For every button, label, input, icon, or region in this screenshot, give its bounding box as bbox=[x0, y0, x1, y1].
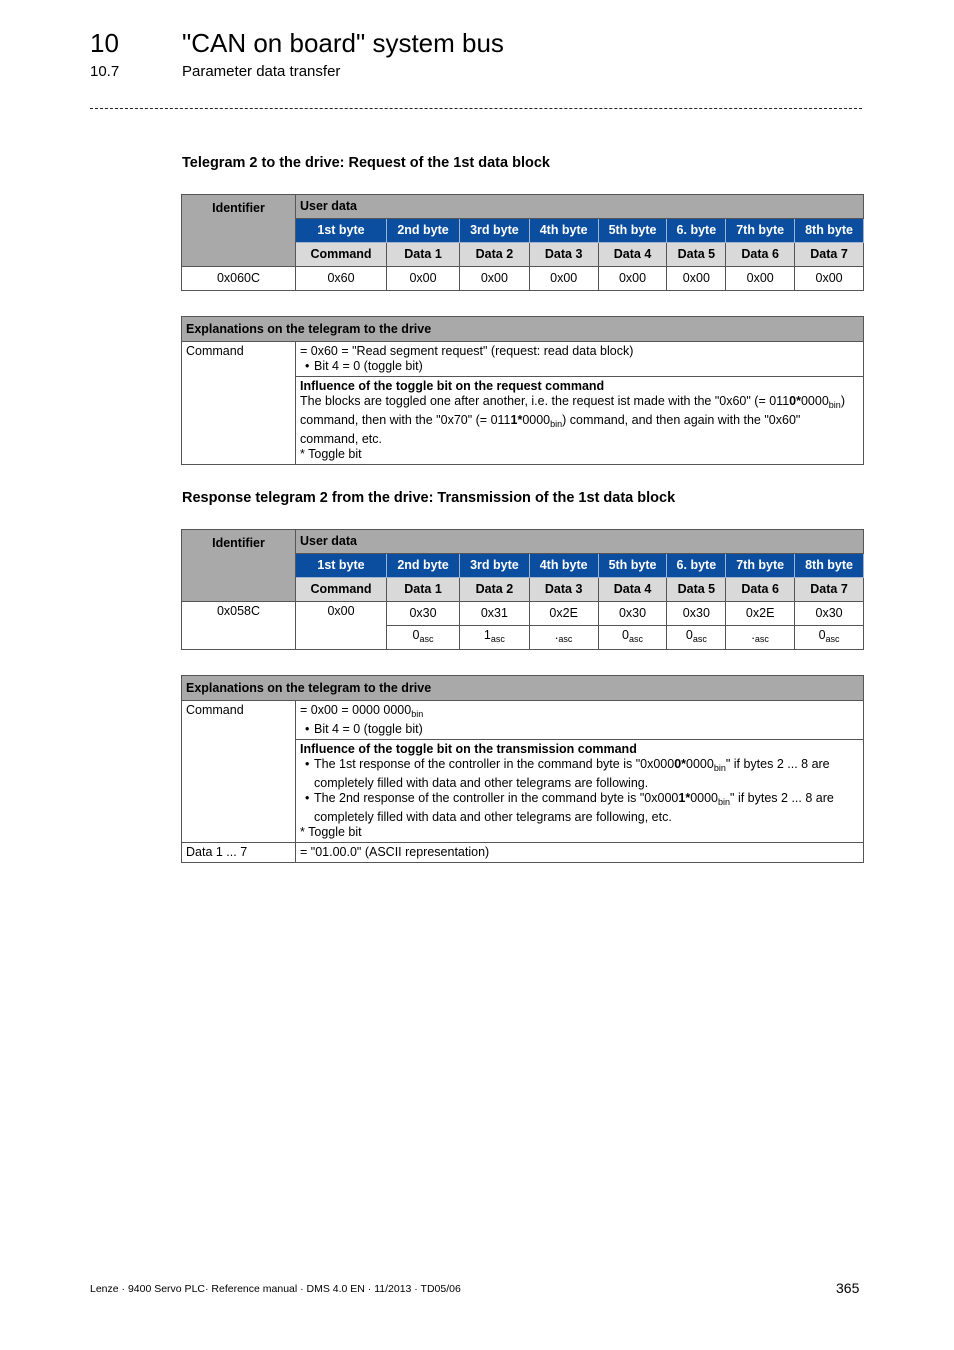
toggle-title: Influence of the toggle bit on the transmission command bbox=[300, 742, 637, 756]
byte-header: 5th byte bbox=[598, 219, 667, 243]
request-explanation-table bbox=[181, 316, 864, 465]
byte-header: 4th byte bbox=[529, 554, 598, 578]
ascii-value: $0_{asc}$ bbox=[795, 626, 864, 650]
byte-value: 0x00 bbox=[795, 267, 864, 291]
bit-bullet: • Bit 4 = 0 (toggle bit) bbox=[314, 359, 859, 374]
toggle-bullet: • The 2nd response of the controller in the command byte is "$0x0001*0000_{bin}$" if bytes 2 ... 8 are completely filled with data and other telegrams are following, etc. bbox=[314, 791, 859, 825]
field-header: Data 5 bbox=[667, 243, 726, 267]
footer-text: Lenze · 9400 Servo PLC· Reference manual · DMS 4.0 EN · 11/2013 · TD05/06 bbox=[90, 1283, 461, 1295]
byte-value: 0x31 bbox=[460, 602, 530, 626]
byte-value: 0x60 bbox=[296, 267, 387, 291]
byte-value: 0x30 bbox=[795, 602, 864, 626]
byte-value: 0x30 bbox=[667, 602, 726, 626]
response-telegram-table bbox=[181, 529, 864, 650]
header-divider bbox=[90, 108, 862, 109]
byte-value: 0x00 bbox=[667, 267, 726, 291]
toggle-footnote: * Toggle bit bbox=[300, 447, 362, 461]
response-explanation-table bbox=[181, 675, 864, 863]
byte-header: 1st byte bbox=[296, 219, 387, 243]
user-data-header: User data bbox=[296, 195, 864, 219]
byte-value: 0x00 bbox=[726, 267, 795, 291]
ascii-value: $._{asc}$ bbox=[726, 626, 795, 650]
byte-value: 0x2E bbox=[529, 602, 598, 626]
field-header: Command bbox=[296, 243, 387, 267]
ascii-value: $0_{asc}$ bbox=[387, 626, 460, 650]
explanation-header: Explanations on the telegram to the drive bbox=[182, 676, 864, 701]
chapter-number: 10 bbox=[90, 28, 119, 58]
byte-value: 0x00 bbox=[296, 602, 387, 650]
identifier-value: 0x058C bbox=[182, 602, 296, 650]
byte-header: 7th byte bbox=[726, 219, 795, 243]
field-header: Data 5 bbox=[667, 578, 726, 602]
data-label: Data 1 ... 7 bbox=[182, 843, 296, 863]
section-title: Parameter data transfer bbox=[182, 63, 341, 80]
toggle-explanation bbox=[296, 377, 864, 465]
explanation-header: Explanations on the telegram to the drive bbox=[182, 317, 864, 342]
data-description: = "01.00.0" (ASCII representation) bbox=[296, 843, 864, 863]
toggle-explanation bbox=[296, 740, 864, 843]
section2-title: Response telegram 2 from the drive: Transmission of the 1st data block bbox=[182, 490, 676, 506]
command-description bbox=[296, 342, 864, 377]
command-description bbox=[296, 701, 864, 740]
ascii-value: $0_{asc}$ bbox=[667, 626, 726, 650]
identifier-value: 0x060C bbox=[182, 267, 296, 291]
byte-header: 8th byte bbox=[795, 554, 864, 578]
command-value-line: = 0x60 = "Read segment request" (request: read data block) bbox=[300, 344, 634, 358]
byte-value: 0x00 bbox=[460, 267, 530, 291]
byte-value: 0x2E bbox=[726, 602, 795, 626]
chapter-title: "CAN on board" system bus bbox=[182, 28, 504, 58]
section-number: 10.7 bbox=[90, 63, 120, 80]
command-label: Command bbox=[182, 701, 296, 843]
field-header: Data 6 bbox=[726, 243, 795, 267]
section1-title: Telegram 2 to the drive: Request of the 1st data block bbox=[182, 155, 550, 171]
byte-header: 2nd byte bbox=[387, 554, 460, 578]
ascii-value: $1_{asc}$ bbox=[460, 626, 530, 650]
byte-header: 2nd byte bbox=[387, 219, 460, 243]
field-header: Data 1 bbox=[387, 578, 460, 602]
byte-header: 7th byte bbox=[726, 554, 795, 578]
byte-header: 3rd byte bbox=[460, 554, 530, 578]
byte-header: 6. byte bbox=[667, 219, 726, 243]
ascii-value: $._{asc}$ bbox=[529, 626, 598, 650]
identifier-header: Identifier bbox=[182, 195, 296, 267]
field-header: Data 7 bbox=[795, 243, 864, 267]
command-value-line: = 0x00 = 0000 $0000_{bin}$ bbox=[300, 703, 424, 719]
byte-header: 8th byte bbox=[795, 219, 864, 243]
byte-header: 4th byte bbox=[529, 219, 598, 243]
field-header: Data 6 bbox=[726, 578, 795, 602]
byte-value: 0x30 bbox=[598, 602, 667, 626]
byte-value: 0x00 bbox=[598, 267, 667, 291]
toggle-bullet: • The 1st response of the controller in the command byte is "$0x0000*0000_{bin}$" if bytes 2 ... 8 are completely filled with data and other telegrams are following. bbox=[314, 757, 859, 791]
byte-value: 0x00 bbox=[387, 267, 460, 291]
byte-value: 0x00 bbox=[529, 267, 598, 291]
field-header: Data 2 bbox=[460, 578, 530, 602]
field-header: Data 7 bbox=[795, 578, 864, 602]
field-header: Command bbox=[296, 578, 387, 602]
command-label: Command bbox=[182, 342, 296, 465]
byte-header: 1st byte bbox=[296, 554, 387, 578]
field-header: Data 4 bbox=[598, 578, 667, 602]
toggle-text: The blocks are toggled one after another, i.e. the request ist made with the "0x60" (= $0110*0000_{bin}$) command, then with the "0x70" (= $0111*0000_{bin}$) command, and then again with the "0x60" command, etc. bbox=[300, 394, 845, 446]
toggle-footnote: * Toggle bit bbox=[300, 825, 362, 839]
field-header: Data 3 bbox=[529, 578, 598, 602]
identifier-header: Identifier bbox=[182, 530, 296, 602]
byte-header: 3rd byte bbox=[460, 219, 530, 243]
field-header: Data 3 bbox=[529, 243, 598, 267]
byte-header: 6. byte bbox=[667, 554, 726, 578]
field-header: Data 2 bbox=[460, 243, 530, 267]
field-header: Data 4 bbox=[598, 243, 667, 267]
user-data-header: User data bbox=[296, 530, 864, 554]
bit-bullet: • Bit 4 = 0 (toggle bit) bbox=[314, 722, 859, 737]
byte-value: 0x30 bbox=[387, 602, 460, 626]
request-telegram-table bbox=[181, 194, 864, 291]
byte-header: 5th byte bbox=[598, 554, 667, 578]
field-header: Data 1 bbox=[387, 243, 460, 267]
ascii-value: $0_{asc}$ bbox=[598, 626, 667, 650]
page-number: 365 bbox=[836, 1280, 860, 1296]
toggle-title: Influence of the toggle bit on the request command bbox=[300, 379, 605, 393]
